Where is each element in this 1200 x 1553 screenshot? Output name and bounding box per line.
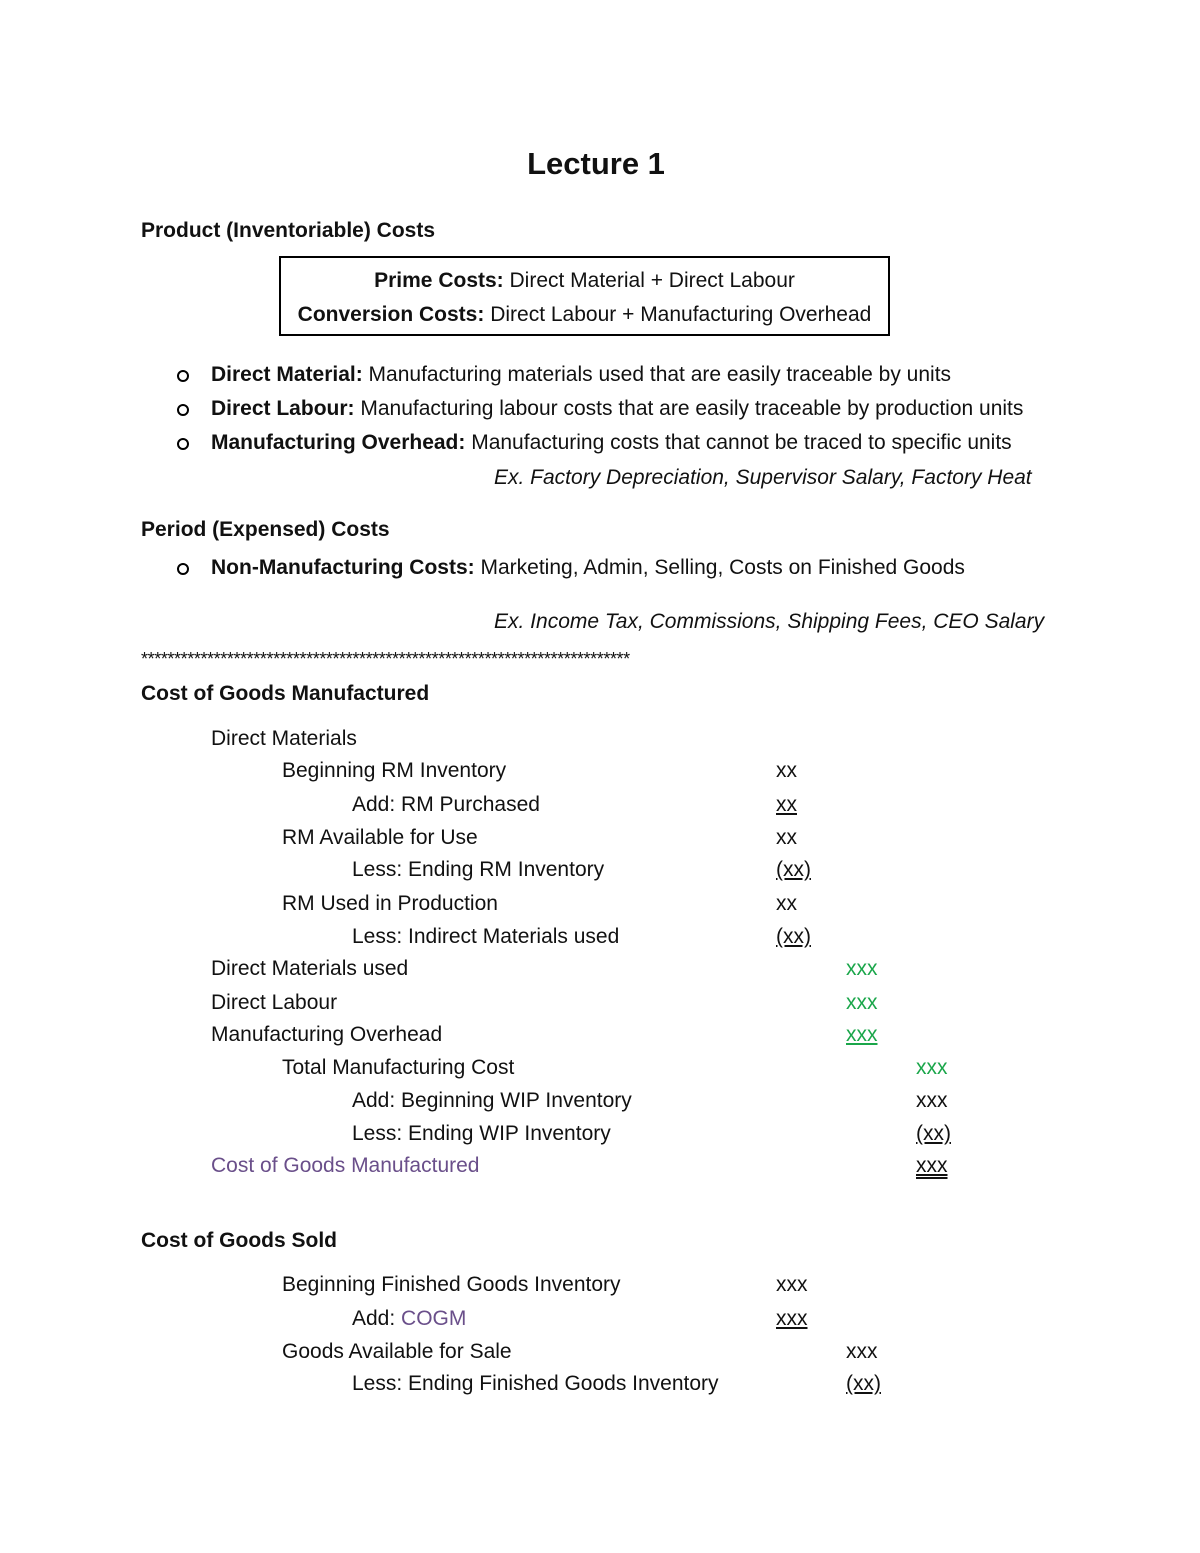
cogm-row-label: Direct Labour: [211, 991, 338, 1014]
list-item-direct-material: [211, 362, 951, 388]
item-label: Direct Material:: [211, 363, 363, 386]
cogm-row-value: xxx: [846, 957, 878, 980]
cogm-row-label: Less: Ending WIP Inventory: [352, 1122, 611, 1145]
prime-costs-label: Prime Costs:: [374, 269, 504, 292]
cogm-row-value: xxx: [916, 1089, 948, 1112]
cogm-row-value: xxx: [846, 1023, 878, 1046]
section-heading-cogm: Cost of Goods Manufactured: [141, 682, 430, 705]
section-heading-product-costs: Product (Inventoriable) Costs: [141, 219, 436, 242]
cogs-row-label: Goods Available for Sale: [282, 1340, 512, 1363]
cogs-row-label: Less: Ending Finished Goods Inventory: [352, 1372, 719, 1395]
item-label: Direct Labour:: [211, 397, 355, 420]
page-title: Lecture 1: [527, 146, 665, 181]
prime-costs-line: [281, 268, 888, 294]
cogm-row-label: Total Manufacturing Cost: [282, 1056, 515, 1079]
cogs-row-label: Beginning Finished Goods Inventory: [282, 1273, 621, 1296]
cogm-row-label: Less: Indirect Materials used: [352, 925, 620, 948]
add-prefix: Add:: [352, 1307, 402, 1330]
bullet-circle-icon: [177, 404, 189, 416]
asterisk-separator: **************************************************************************: [141, 649, 630, 669]
list-item-non-manufacturing-costs: [211, 555, 965, 581]
cogm-row-value: xx: [776, 892, 797, 915]
cogm-row-label: Add: RM Purchased: [352, 793, 540, 816]
cogm-row-value: xx: [776, 793, 797, 816]
bullet-circle-icon: [177, 563, 189, 575]
cogm-row-label: Add: Beginning WIP Inventory: [352, 1089, 632, 1112]
cogm-row-value: xxx: [916, 1056, 948, 1079]
cogm-row-value: (xx): [776, 925, 811, 948]
section-heading-cogs: Cost of Goods Sold: [141, 1229, 337, 1252]
cogm-row-value: xxx: [846, 991, 878, 1014]
item-label: Non-Manufacturing Costs:: [211, 556, 475, 579]
cogs-row-value: xxx: [776, 1273, 808, 1296]
list-item-manufacturing-overhead: [211, 430, 1012, 456]
item-text: Manufacturing costs that cannot be traced to specific units: [465, 431, 1012, 454]
cogs-row-value: xxx: [846, 1340, 878, 1363]
bullet-circle-icon: [177, 438, 189, 450]
cogm-row-value: xx: [776, 826, 797, 849]
cogs-row-label: [352, 1306, 466, 1332]
list-item-direct-labour: [211, 396, 1023, 422]
section-heading-period-costs: Period (Expensed) Costs: [141, 518, 390, 541]
cogm-row-value: (xx): [776, 858, 811, 881]
conversion-costs-line: [281, 302, 888, 328]
cogm-row-value: (xx): [916, 1122, 951, 1145]
item-text: Marketing, Admin, Selling, Costs on Finished Goods: [474, 556, 965, 579]
item-text: Manufacturing materials used that are easily traceable by units: [362, 363, 952, 386]
conversion-costs-label: Conversion Costs:: [297, 303, 485, 326]
cogm-row-label: Beginning RM Inventory: [282, 759, 507, 782]
cogm-row-value: xx: [776, 759, 797, 782]
cogm-row-label: Direct Materials used: [211, 957, 409, 980]
cogs-row-value: (xx): [846, 1372, 881, 1395]
cogm-row-label: RM Available for Use: [282, 826, 478, 849]
cogm-total-label: Cost of Goods Manufactured: [211, 1154, 480, 1177]
cogm-row-label: Manufacturing Overhead: [211, 1023, 443, 1046]
bullet-circle-icon: [177, 370, 189, 382]
cogm-highlight: COGM: [401, 1307, 467, 1330]
product-costs-example: Ex. Factory Depreciation, Supervisor Salary, Factory Heat: [494, 466, 1032, 489]
cogm-row-label: Less: Ending RM Inventory: [352, 858, 605, 881]
period-costs-example: Ex. Income Tax, Commissions, Shipping Fees, CEO Salary: [494, 610, 1045, 633]
cogm-total-value: xxx: [916, 1154, 948, 1177]
item-label: Manufacturing Overhead:: [211, 431, 466, 454]
cogs-row-value: xxx: [776, 1307, 808, 1330]
cost-definitions-box: [279, 256, 890, 336]
cogm-row-label: Direct Materials: [211, 727, 357, 750]
conversion-costs-text: Direct Labour + Manufacturing Overhead: [484, 303, 872, 326]
prime-costs-text: Direct Material + Direct Labour: [503, 269, 795, 292]
item-text: Manufacturing labour costs that are easily traceable by production units: [354, 397, 1024, 420]
cogm-row-label: RM Used in Production: [282, 892, 498, 915]
